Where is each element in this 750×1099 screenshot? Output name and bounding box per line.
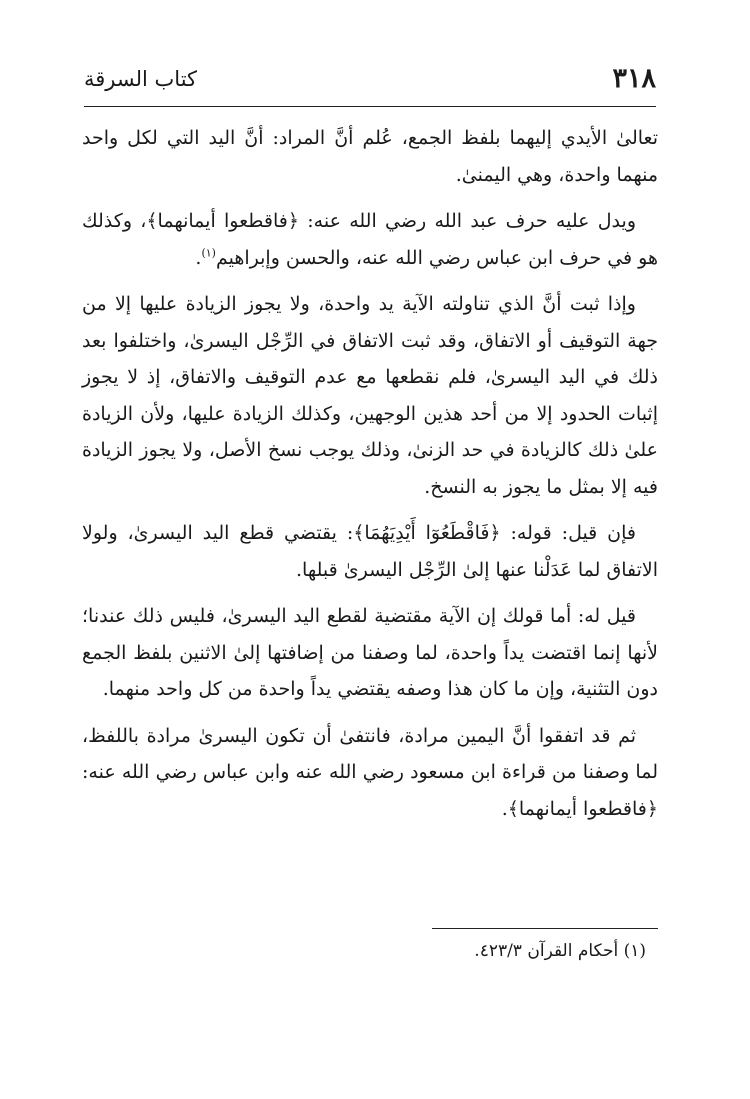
paragraph: وإذا ثبت أنَّ الذي تناولته الآية يد واحدة، ولا يجوز الزيادة عليها إلا من جهة التوقيف أو الاتفاق، وقد ثبت الاتفاق في الرِّجْل اليسرىٰ، واختلفوا بعد ذلك في اليد اليسرىٰ، فلم نقطعها مع عدم التوقيف والاتفاق، إذ لا يجوز إثبات الحدود إلا من أحد هذين الوجهين، وكذلك الزيادة عليها، ولأن الزيادة علىٰ ذلك كالزيادة في حد الزنىٰ، وذلك يوجب نسخ الأصل، ولا يجوز الزيادة فيه إلا بمثل ما يجوز به النسخ. (82, 293, 658, 498)
page-header (84, 62, 656, 106)
paragraph: ثم قد اتفقوا أنَّ اليمين مرادة، فانتفىٰ أن تكون اليسرىٰ مرادة باللفظ، لما وصفنا من قراءة ابن مسعود رضي الله عنه وابن عباس رضي الله عنه: ﴿فاقطعوا أيمانهما﴾. (82, 724, 658, 820)
footnote: (١) أحكام القرآن ٤٢٣/٣. (474, 941, 646, 961)
page-number: ٣١٨ (612, 63, 656, 94)
running-title: كتاب السرقة (84, 67, 198, 91)
paragraph (82, 203, 658, 276)
paragraph: فإن قيل: قوله: ﴿فَاقْطَعُوٓا أَيْدِيَهُمَا﴾: يقتضي قطع اليد اليسرىٰ، ولولا الاتفاق لما عَدَلْنا عنها إلىٰ الرِّجْل اليسرىٰ قبلها. (82, 522, 658, 581)
main-text (82, 120, 658, 837)
header-divider (84, 106, 656, 107)
footnote-marker: (١) (201, 246, 216, 260)
footnote-divider (432, 928, 658, 929)
paragraph-end: . (195, 246, 202, 269)
paragraph-text: ويدل عليه حرف عبد الله رضي الله عنه: ﴿فاقطعوا أيمانهما﴾، وكذلك هو في حرف ابن عباس رضي الله عنه، والحسن وإبراهيم (82, 210, 658, 269)
paragraph: تعالىٰ الأيدي إليهما بلفظ الجمع، عُلم أنَّ المراد: أنَّ اليد التي لكل واحد منهما واحدة، وهي اليمنىٰ. (82, 127, 658, 186)
paragraph: قيل له: أما قولك إن الآية مقتضية لقطع اليد اليسرىٰ، فليس ذلك عندنا؛ لأنها إنما اقتضت يداً واحدة، لما وصفنا من إضافتها إلىٰ الاثنين بلفظ الجمع دون التثنية، وإن ما كان هذا وصفه يقتضي يداً واحدة من كل واحد منهما. (82, 605, 658, 700)
